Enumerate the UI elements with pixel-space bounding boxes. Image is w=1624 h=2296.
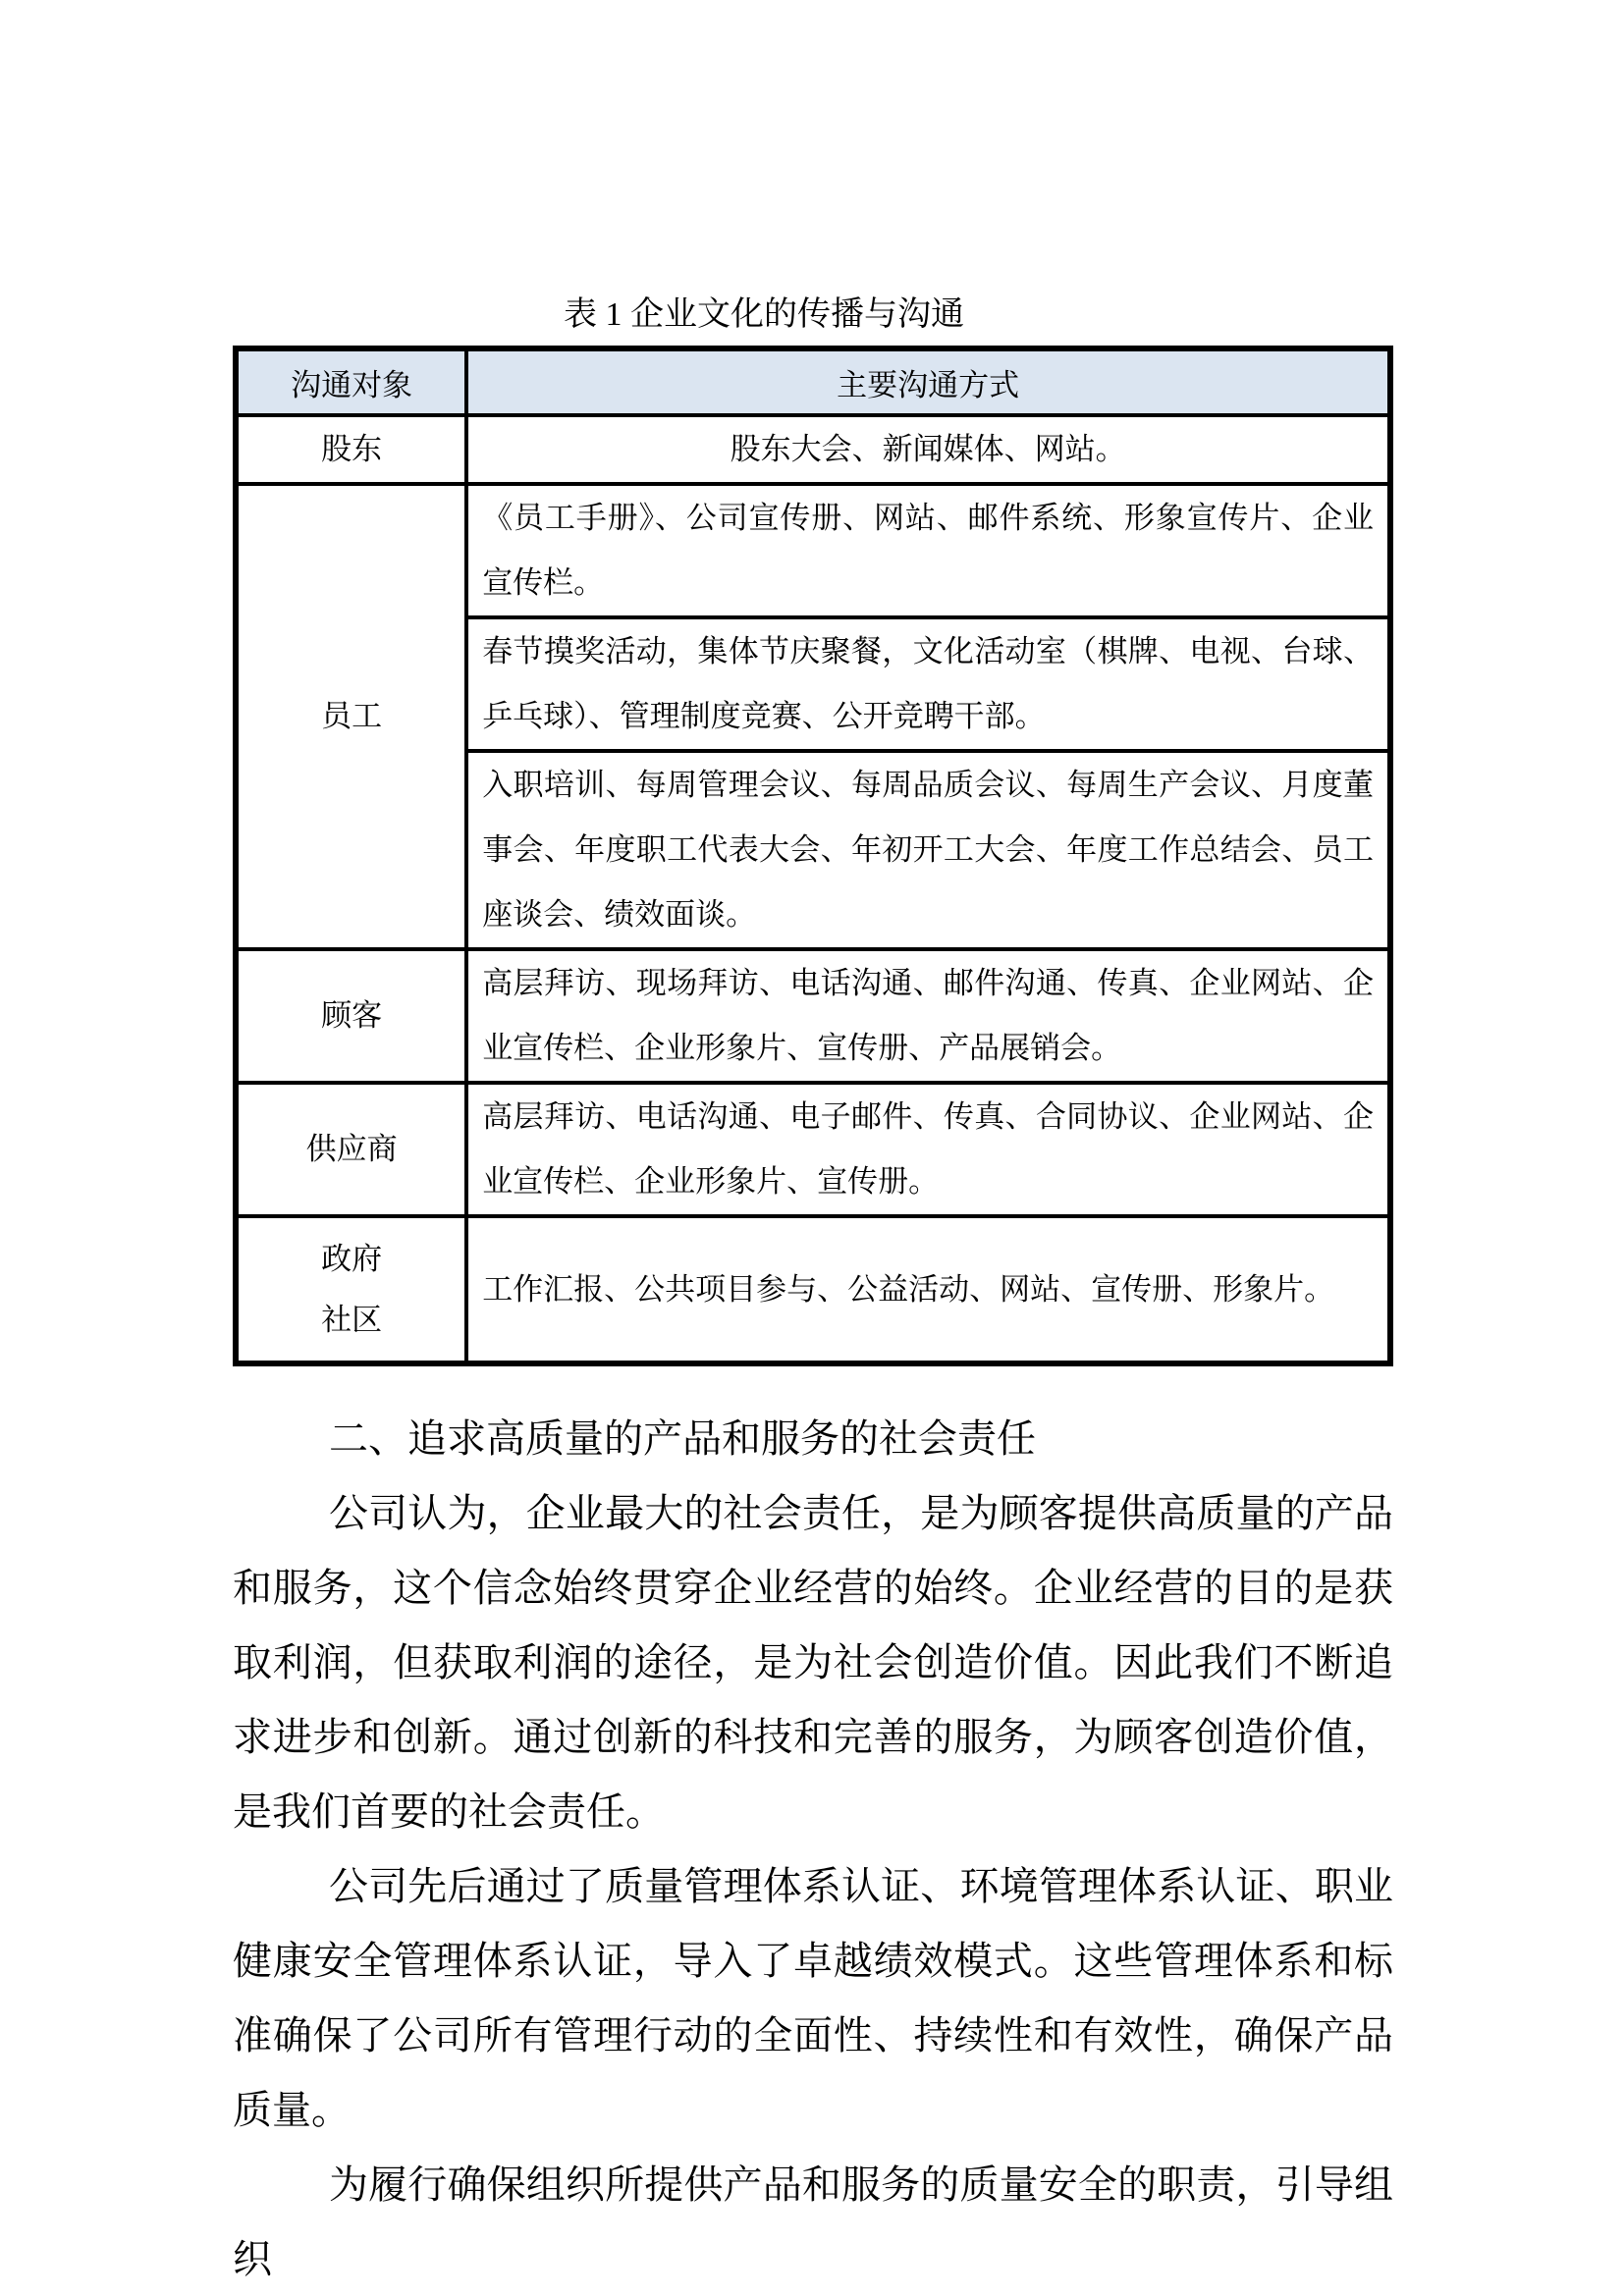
communication-table (233, 346, 1393, 1366)
section-heading: 二、追求高质量的产品和服务的社会责任 (329, 1416, 1036, 1461)
cell-target-employee: 员工 (236, 484, 466, 949)
body-paragraph-1: 公司认为，企业最大的社会责任，是为顾客提供高质量的产品和服务，这个信念始终贯穿企业经营的始终。企业经营的目的是获取利润，但获取利润的途径，是为社会创造价值。因此我们不断追求进步和创新。通过创新的科技和完善的服务，为顾客创造价值，是我们首要的社会责任。 (233, 1491, 1393, 1834)
body-paragraph-2: 公司先后通过了质量管理体系认证、环境管理体系认证、职业健康安全管理体系认证，导入了卓越绩效模式。这些管理体系和标准确保了公司所有管理行动的全面性、持续性和有效性，确保产品质量。 (233, 1864, 1393, 2132)
table-row-government (236, 1216, 1390, 1363)
cell-method-customer: 高层拜访、现场拜访、电话沟通、邮件沟通、传真、企业网站、企业宣传栏、企业形象片、宣传册、产品展销会。 (466, 949, 1390, 1083)
cell-method-government: 工作汇报、公共项目参与、公益活动、网站、宣传册、形象片。 (466, 1216, 1390, 1363)
table-header-row (236, 348, 1390, 415)
government-label-line1: 政府 (321, 1241, 383, 1276)
cell-method-employee-1: 《员工手册》、公司宣传册、网站、邮件系统、形象宣传片、企业宣传栏。 (466, 484, 1390, 617)
table-title: 表 1 企业文化的传播与沟通 (564, 296, 964, 333)
cell-method-supplier: 高层拜访、电话沟通、电子邮件、传真、合同协议、企业网站、企业宣传栏、企业形象片、宣传册。 (466, 1083, 1390, 1216)
table-row-customer (236, 949, 1390, 1083)
table-row-supplier (236, 1083, 1390, 1216)
cell-target-supplier: 供应商 (236, 1083, 466, 1216)
cell-target-customer: 顾客 (236, 949, 466, 1083)
header-cell-method: 主要沟通方式 (466, 348, 1390, 415)
table-row-shareholder (236, 415, 1390, 484)
cell-method-employee-2: 春节摸奖活动，集体节庆聚餐，文化活动室（棋牌、电视、台球、乒乓球）、管理制度竞赛、公开竞聘干部。 (466, 617, 1390, 751)
document-content (233, 294, 1393, 2296)
body-paragraph-3: 为履行确保组织所提供产品和服务的质量安全的职责，引导组织 (233, 2163, 1393, 2281)
table-row-employee-1 (236, 484, 1390, 617)
government-label-line2: 社区 (321, 1302, 383, 1337)
cell-method-employee-3: 入职培训、每周管理会议、每周品质会议、每周生产会议、月度董事会、年度职工代表大会、年初开工大会、年度工作总结会、员工座谈会、绩效面谈。 (466, 751, 1390, 949)
cell-target-shareholder: 股东 (236, 415, 466, 484)
cell-target-government (236, 1216, 466, 1363)
cell-method-shareholder: 股东大会、新闻媒体、网站。 (466, 415, 1390, 484)
header-cell-target: 沟通对象 (236, 348, 466, 415)
